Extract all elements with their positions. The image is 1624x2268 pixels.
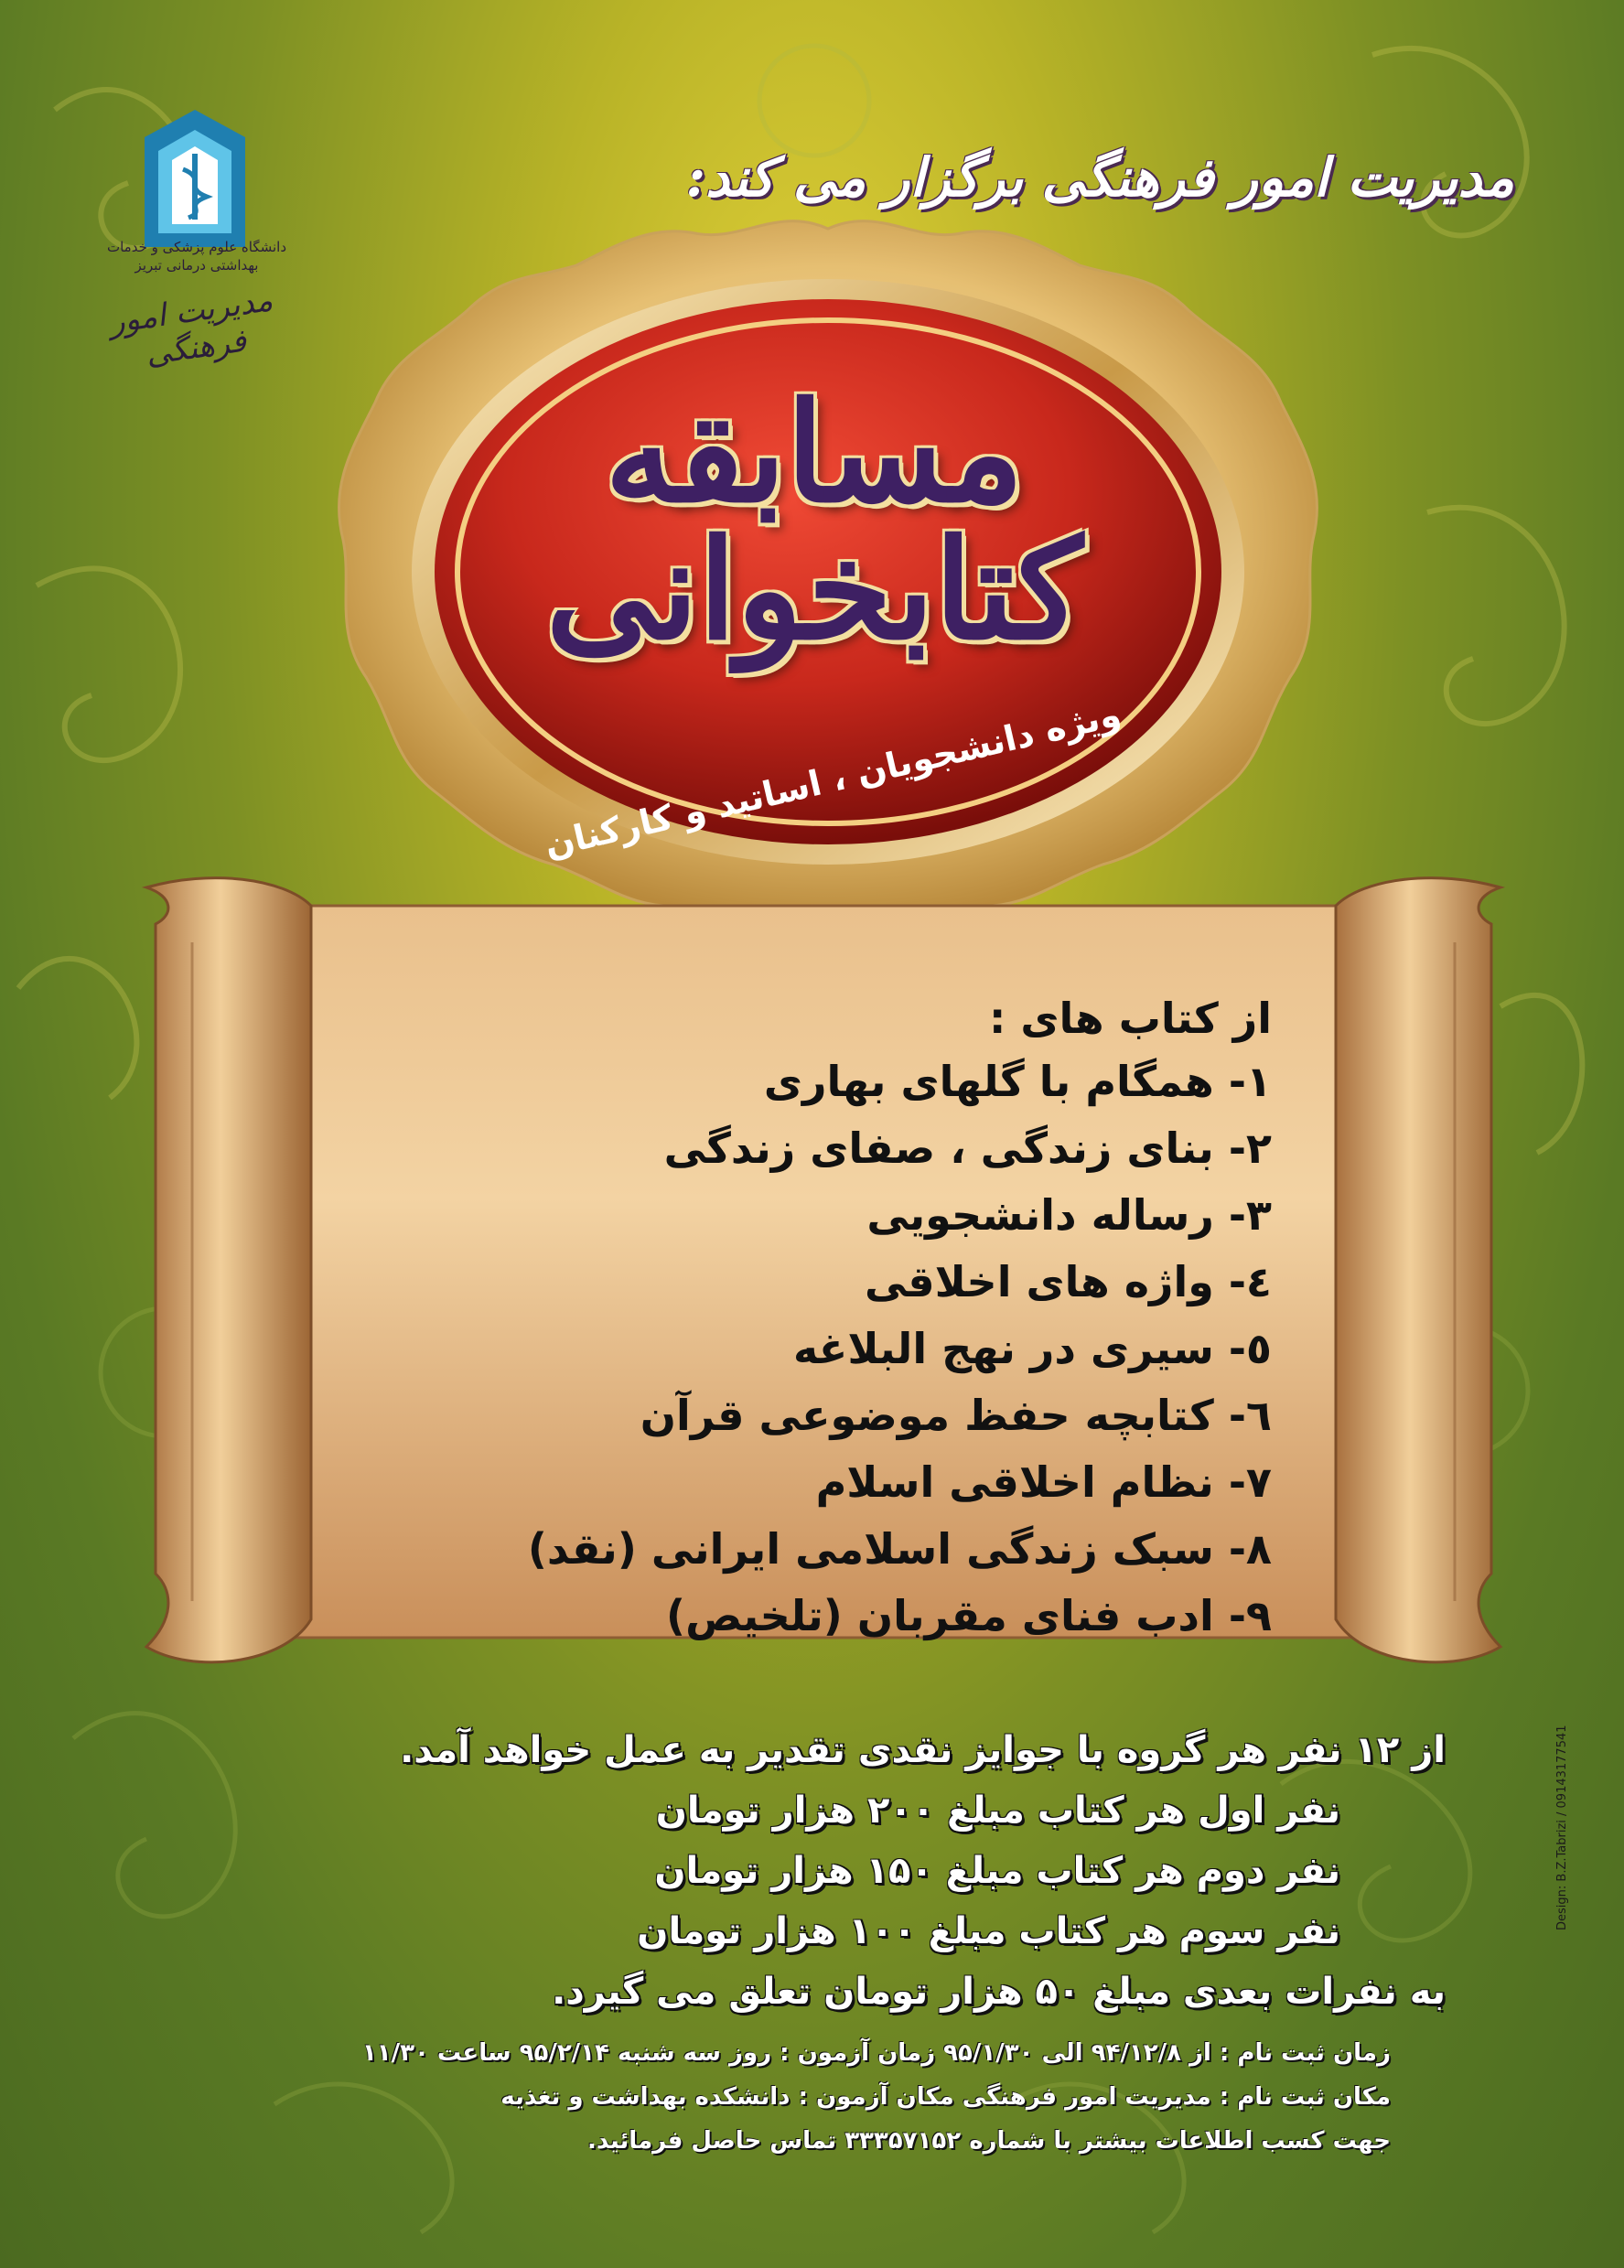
book-item: ٥- سیری در نهج البلاغه <box>793 1324 1272 1373</box>
book-item: ٤- واژه های اخلاقی <box>864 1257 1272 1306</box>
prize-first: نفر اول هر کتاب مبلغ ۲۰۰ هزار تومان <box>655 1790 1340 1832</box>
prizes-section <box>183 1720 1446 2022</box>
schedule-line: زمان ثبت نام : از ۹۴/۱۲/۸ الی ۹۵/۱/۳۰ زمان آزمون : روز سه شنبه ۹۵/۲/۱۴ ساعت ۱۱/۳۰ <box>361 2039 1391 2067</box>
book-item: ۳- رساله دانشجویی <box>866 1190 1272 1240</box>
books-list <box>302 1048 1272 1650</box>
book-item: ۸- سبک زندگی اسلامی ایرانی (نقد) <box>527 1524 1272 1574</box>
registration-info <box>165 2031 1391 2163</box>
location-line: مکان ثبت نام : مدیریت امور فرهنگی مکان آزمون : دانشکده بهداشت و تغذیه <box>500 2083 1391 2111</box>
book-item: ۲- بنای زندگی ، صفای زندگی <box>663 1123 1272 1173</box>
target-audience-subtitle: ویژه دانشجویان ، اساتید و کارکنان <box>540 693 1125 865</box>
organizer-heading: مدیریت امور فرهنگی برگزار می کند: <box>685 146 1514 209</box>
book-item: ٦- کتابچه حفظ موضوعی قرآن <box>640 1391 1272 1440</box>
contest-title: مسابقه کتابخوانی <box>545 372 1083 671</box>
university-emblem-icon <box>135 101 254 256</box>
design-credit: Design: B.Z.Tabrizi / 09143177541 <box>1555 1725 1569 1930</box>
cultural-affairs-calligraphy: مدیریت امور فرهنگی <box>107 282 275 373</box>
books-heading: از کتاب های : <box>988 994 1272 1043</box>
contact-line: جهت کسب اطلاعات بیشتر با شماره ۳۳۳۵۷۱۵۲ تماس حاصل فرمائید. <box>587 2127 1391 2155</box>
logo-caption: دانشگاه علوم پزشکی و خدمات بهداشتی درمانی تبریز <box>106 239 287 274</box>
prize-second: نفر دوم هر کتاب مبلغ ۱۵۰ هزار تومان <box>654 1850 1340 1892</box>
book-item: ۹- ادب فنای مقربان (تلخیص) <box>666 1591 1272 1640</box>
book-item: ۷- نظام اخلاقی اسلام <box>815 1457 1272 1507</box>
book-item: ۱- همگام با گلهای بهاری <box>763 1057 1272 1106</box>
prize-third: نفر سوم هر کتاب مبلغ ۱۰۰ هزار تومان <box>637 1910 1340 1952</box>
prize-others: به نفرات بعدی مبلغ ۵۰ هزار تومان تعلق می گیرد. <box>552 1971 1446 2013</box>
prizes-intro: از ۱۲ نفر هر گروه با جوایز نقدی تقدیر به عمل خواهد آمد. <box>400 1729 1446 1771</box>
books-section <box>302 988 1272 1650</box>
